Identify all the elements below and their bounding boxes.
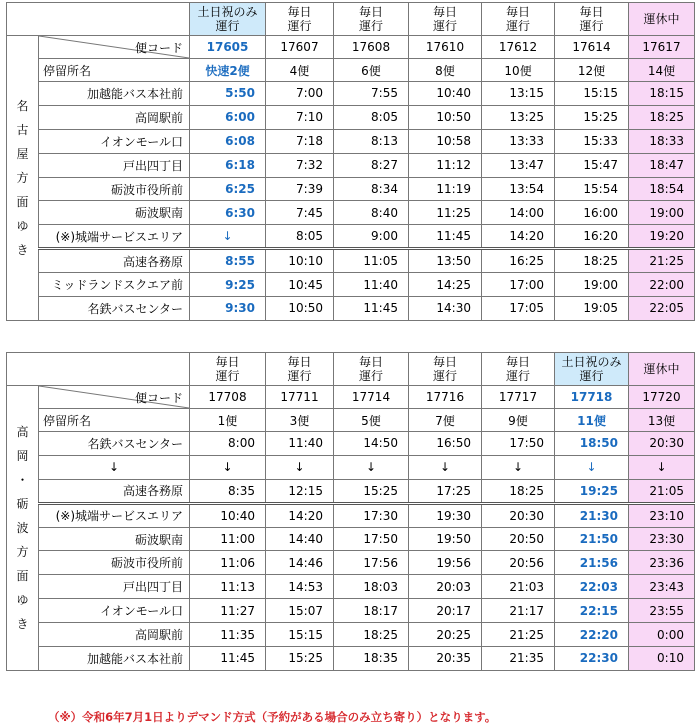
trip-number: 4便 bbox=[266, 59, 334, 82]
table-row bbox=[7, 273, 695, 297]
departure-time: 22:15 bbox=[555, 599, 629, 623]
departure-time: 9:25 bbox=[190, 273, 266, 297]
departure-time: 19:05 bbox=[555, 297, 629, 321]
table-row bbox=[7, 129, 695, 153]
trip-code: 17608 bbox=[334, 36, 409, 59]
departure-time: 22:20 bbox=[555, 623, 629, 647]
operation-day-header bbox=[482, 353, 555, 386]
direction-char: 波 bbox=[16, 520, 29, 535]
departure-time: 11:05 bbox=[334, 249, 409, 273]
departure-time: 19:50 bbox=[409, 527, 482, 551]
departure-time: 11:45 bbox=[409, 225, 482, 249]
departure-time: 8:40 bbox=[334, 201, 409, 225]
down-arrow-icon: ↓ bbox=[555, 455, 629, 479]
table-row bbox=[7, 527, 695, 551]
operation-day-text: 運休中 bbox=[643, 362, 680, 376]
down-arrow-icon: ↓ bbox=[334, 455, 409, 479]
header-row bbox=[7, 353, 695, 386]
departure-time: 17:25 bbox=[409, 479, 482, 503]
departure-time: 15:33 bbox=[555, 129, 629, 153]
departure-time: 11:40 bbox=[334, 273, 409, 297]
operation-day-text: 運行 bbox=[505, 369, 530, 383]
departure-time: 21:56 bbox=[555, 551, 629, 575]
departure-time: 20:30 bbox=[629, 432, 695, 456]
trip-code: 17605 bbox=[190, 36, 266, 59]
departure-time: 15:15 bbox=[266, 623, 334, 647]
departure-time: 18:25 bbox=[629, 105, 695, 129]
departure-time: 16:50 bbox=[409, 432, 482, 456]
departure-time: 7:18 bbox=[266, 129, 334, 153]
departure-time: 18:54 bbox=[629, 177, 695, 201]
trip-number: 11便 bbox=[555, 409, 629, 432]
trip-number: 快速2便 bbox=[190, 59, 266, 82]
departure-time: 18:33 bbox=[629, 129, 695, 153]
departure-time: 14:20 bbox=[266, 503, 334, 527]
header-row bbox=[7, 3, 695, 36]
departure-time: 10:40 bbox=[409, 82, 482, 106]
departure-time: 15:47 bbox=[555, 153, 629, 177]
operation-day-text: 運行 bbox=[287, 369, 312, 383]
departure-time: 8:55 bbox=[190, 249, 266, 273]
trip-code: 17612 bbox=[482, 36, 555, 59]
departure-time: 20:56 bbox=[482, 551, 555, 575]
operation-day-header bbox=[629, 3, 695, 36]
departure-time: 18:03 bbox=[334, 575, 409, 599]
departure-time: 13:47 bbox=[482, 153, 555, 177]
departure-time: 20:17 bbox=[409, 599, 482, 623]
departure-time: 18:25 bbox=[482, 479, 555, 503]
departure-time: 22:05 bbox=[629, 297, 695, 321]
departure-time: 8:13 bbox=[334, 129, 409, 153]
departure-time: 18:25 bbox=[334, 623, 409, 647]
table-row bbox=[7, 551, 695, 575]
operation-day-header bbox=[334, 353, 409, 386]
takaoka-timetable bbox=[6, 352, 695, 671]
table-row bbox=[7, 82, 695, 106]
trip-code: 17717 bbox=[482, 386, 555, 409]
down-arrow-icon: ↓ bbox=[39, 455, 190, 479]
departure-time: 15:25 bbox=[266, 647, 334, 671]
trip-number: 1便 bbox=[190, 409, 266, 432]
departure-time: 21:05 bbox=[629, 479, 695, 503]
departure-time: 20:25 bbox=[409, 623, 482, 647]
departure-time: 20:35 bbox=[409, 647, 482, 671]
trip-code: 17720 bbox=[629, 386, 695, 409]
stop-name: イオンモール口 bbox=[39, 599, 190, 623]
departure-time: 19:00 bbox=[555, 273, 629, 297]
direction-char: 方 bbox=[16, 170, 29, 185]
departure-time: 12:15 bbox=[266, 479, 334, 503]
trip-number: 8便 bbox=[409, 59, 482, 82]
departure-time: 20:50 bbox=[482, 527, 555, 551]
direction-char: ゆ bbox=[16, 592, 29, 607]
departure-time: 11:12 bbox=[409, 153, 482, 177]
departure-time: 11:00 bbox=[190, 527, 266, 551]
departure-time: 22:30 bbox=[555, 647, 629, 671]
departure-time: 20:03 bbox=[409, 575, 482, 599]
trip-number: 5便 bbox=[334, 409, 409, 432]
trip-number: 10便 bbox=[482, 59, 555, 82]
stop-name: 名鉄バスセンター bbox=[39, 297, 190, 321]
demand-notice: （※）令和6年7月1日よりデマンド方式（予約がある場合のみ立ち寄り）となります。 bbox=[48, 710, 497, 724]
departure-time: 21:50 bbox=[555, 527, 629, 551]
stop-name: ミッドランドスクエア前 bbox=[39, 273, 190, 297]
departure-time: 11:25 bbox=[409, 201, 482, 225]
direction-char: 高 bbox=[16, 424, 29, 439]
departure-time: 18:47 bbox=[629, 153, 695, 177]
trip-number: 12便 bbox=[555, 59, 629, 82]
direction-char: ・ bbox=[16, 472, 29, 487]
departure-time: 22:03 bbox=[555, 575, 629, 599]
departure-time: 8:00 bbox=[190, 432, 266, 456]
departure-time: 14:50 bbox=[334, 432, 409, 456]
departure-time: 9:00 bbox=[334, 225, 409, 249]
stop-name: 戸出四丁目 bbox=[39, 153, 190, 177]
departure-time: 13:25 bbox=[482, 105, 555, 129]
trip-code: 17607 bbox=[266, 36, 334, 59]
departure-time: 11:06 bbox=[190, 551, 266, 575]
departure-time: 17:50 bbox=[334, 527, 409, 551]
departure-time: 10:40 bbox=[190, 503, 266, 527]
stop-name: 高岡駅前 bbox=[39, 623, 190, 647]
departure-time: 16:25 bbox=[482, 249, 555, 273]
departure-time: 8:35 bbox=[190, 479, 266, 503]
departure-time: 22:00 bbox=[629, 273, 695, 297]
departure-time: 11:19 bbox=[409, 177, 482, 201]
direction-char: 砺 bbox=[16, 496, 29, 511]
operation-day-text: 運行 bbox=[358, 19, 383, 33]
stop-name: 砺波駅南 bbox=[39, 201, 190, 225]
departure-time: 20:30 bbox=[482, 503, 555, 527]
departure-time: 6:08 bbox=[190, 129, 266, 153]
departure-time: 8:27 bbox=[334, 153, 409, 177]
departure-time: 23:36 bbox=[629, 551, 695, 575]
code-row bbox=[7, 36, 695, 59]
stop-name: 戸出四丁目 bbox=[39, 575, 190, 599]
table-row bbox=[7, 455, 695, 479]
operation-day-text: 土日祝のみ bbox=[197, 5, 258, 19]
departure-time: 11:45 bbox=[334, 297, 409, 321]
trip-code: 17614 bbox=[555, 36, 629, 59]
trip-code: 17714 bbox=[334, 386, 409, 409]
operation-day-text: 運行 bbox=[432, 19, 457, 33]
operation-day-text: 運行 bbox=[215, 19, 240, 33]
departure-time: 21:30 bbox=[555, 503, 629, 527]
code-label: 便コード bbox=[134, 390, 183, 405]
table-row bbox=[7, 201, 695, 225]
nagoya-timetable bbox=[6, 2, 695, 321]
operation-day-text: 運行 bbox=[579, 19, 604, 33]
departure-time: 16:00 bbox=[555, 201, 629, 225]
operation-day-text: 毎日 bbox=[432, 355, 457, 369]
departure-time: 14:25 bbox=[409, 273, 482, 297]
trip-number: 13便 bbox=[629, 409, 695, 432]
departure-time: 21:03 bbox=[482, 575, 555, 599]
trip-code: 17610 bbox=[409, 36, 482, 59]
departure-time: 10:50 bbox=[266, 297, 334, 321]
departure-time: 18:50 bbox=[555, 432, 629, 456]
operation-day-header bbox=[555, 353, 629, 386]
departure-time: 11:13 bbox=[190, 575, 266, 599]
table-row bbox=[7, 249, 695, 273]
stop-name: (※)城端サービスエリア bbox=[39, 503, 190, 527]
down-arrow-icon: ↓ bbox=[190, 455, 266, 479]
departure-time: 11:40 bbox=[266, 432, 334, 456]
code-label: 便コード bbox=[134, 40, 183, 55]
departure-time: 15:07 bbox=[266, 599, 334, 623]
departure-time: 6:18 bbox=[190, 153, 266, 177]
down-arrow-icon: ↓ bbox=[629, 455, 695, 479]
stop-name: 砺波駅南 bbox=[39, 527, 190, 551]
departure-time: 19:30 bbox=[409, 503, 482, 527]
departure-time: 18:15 bbox=[629, 82, 695, 106]
departure-time: 7:00 bbox=[266, 82, 334, 106]
departure-time: 8:05 bbox=[334, 105, 409, 129]
table-row bbox=[7, 432, 695, 456]
departure-time: 15:54 bbox=[555, 177, 629, 201]
stop-label: 停留所名 bbox=[39, 409, 190, 432]
departure-time: 23:43 bbox=[629, 575, 695, 599]
table-row bbox=[7, 177, 695, 201]
table-row bbox=[7, 599, 695, 623]
operation-day-text: 毎日 bbox=[287, 5, 312, 19]
operation-day-text: 毎日 bbox=[287, 355, 312, 369]
operation-day-text: 運行 bbox=[579, 369, 604, 383]
departure-time: 7:45 bbox=[266, 201, 334, 225]
operation-day-text: 毎日 bbox=[579, 5, 604, 19]
trip-code: 17716 bbox=[409, 386, 482, 409]
departure-time: 18:35 bbox=[334, 647, 409, 671]
operation-day-text: 運行 bbox=[287, 19, 312, 33]
operation-day-text: 運行 bbox=[505, 19, 530, 33]
stop-name: 砺波市役所前 bbox=[39, 551, 190, 575]
direction-char: 岡 bbox=[16, 448, 29, 463]
departure-time: 7:55 bbox=[334, 82, 409, 106]
operation-day-header bbox=[629, 353, 695, 386]
departure-time: 10:45 bbox=[266, 273, 334, 297]
stop-name: (※)城端サービスエリア bbox=[39, 225, 190, 249]
departure-time: 7:39 bbox=[266, 177, 334, 201]
corner-cell bbox=[7, 353, 190, 386]
stop-name: 加越能バス本社前 bbox=[39, 82, 190, 106]
operation-day-text: 毎日 bbox=[215, 355, 240, 369]
code-row bbox=[7, 386, 695, 409]
departure-time: 6:25 bbox=[190, 177, 266, 201]
trip-code: 17708 bbox=[190, 386, 266, 409]
departure-time: 14:53 bbox=[266, 575, 334, 599]
table-row bbox=[7, 297, 695, 321]
departure-time: 15:15 bbox=[555, 82, 629, 106]
departure-time: 14:30 bbox=[409, 297, 482, 321]
departure-time: 23:10 bbox=[629, 503, 695, 527]
trip-number: 3便 bbox=[266, 409, 334, 432]
table-row bbox=[7, 105, 695, 129]
down-arrow-icon: ↓ bbox=[482, 455, 555, 479]
departure-time: 19:00 bbox=[629, 201, 695, 225]
stop-label: 停留所名 bbox=[39, 59, 190, 82]
operation-day-text: 毎日 bbox=[505, 355, 530, 369]
departure-time: 17:50 bbox=[482, 432, 555, 456]
departure-time: 15:25 bbox=[334, 479, 409, 503]
departure-time: 14:20 bbox=[482, 225, 555, 249]
departure-time: 16:20 bbox=[555, 225, 629, 249]
departure-time: 21:25 bbox=[629, 249, 695, 273]
operation-day-header bbox=[266, 3, 334, 36]
operation-day-text: 毎日 bbox=[505, 5, 530, 19]
down-arrow-icon: ↓ bbox=[266, 455, 334, 479]
direction-char: き bbox=[16, 242, 29, 257]
departure-time: 21:35 bbox=[482, 647, 555, 671]
departure-time: 19:56 bbox=[409, 551, 482, 575]
operation-day-text: 毎日 bbox=[432, 5, 457, 19]
direction-char: 面 bbox=[16, 568, 29, 583]
stop-name: 名鉄バスセンター bbox=[39, 432, 190, 456]
departure-time: 23:55 bbox=[629, 599, 695, 623]
departure-time: 0:00 bbox=[629, 623, 695, 647]
stop-name: 高速各務原 bbox=[39, 479, 190, 503]
departure-time: 13:50 bbox=[409, 249, 482, 273]
trip-number: 6便 bbox=[334, 59, 409, 82]
corner-cell bbox=[7, 3, 190, 36]
departure-time: 11:45 bbox=[190, 647, 266, 671]
departure-time: 8:05 bbox=[266, 225, 334, 249]
departure-time: 8:34 bbox=[334, 177, 409, 201]
operation-day-header bbox=[266, 353, 334, 386]
direction-char: 古 bbox=[16, 122, 29, 137]
operation-day-text: 運行 bbox=[215, 369, 240, 383]
trip-number-row bbox=[7, 59, 695, 82]
operation-day-text: 運行 bbox=[432, 369, 457, 383]
operation-day-text: 運休中 bbox=[643, 12, 680, 26]
departure-time: 10:10 bbox=[266, 249, 334, 273]
operation-day-header bbox=[190, 3, 266, 36]
direction-char: 名 bbox=[16, 98, 29, 113]
departure-time: 7:32 bbox=[266, 153, 334, 177]
operation-day-text: 土日祝のみ bbox=[561, 355, 622, 369]
table-row bbox=[7, 647, 695, 671]
departure-time: 17:00 bbox=[482, 273, 555, 297]
departure-time: 5:50 bbox=[190, 82, 266, 106]
operation-day-text: 毎日 bbox=[358, 5, 383, 19]
stop-name: イオンモール口 bbox=[39, 129, 190, 153]
trip-number: 7便 bbox=[409, 409, 482, 432]
departure-time: 6:00 bbox=[190, 105, 266, 129]
departure-time: 14:00 bbox=[482, 201, 555, 225]
code-label-cell bbox=[39, 36, 190, 59]
table-row bbox=[7, 503, 695, 527]
direction-char: 方 bbox=[16, 544, 29, 559]
direction-char: き bbox=[16, 616, 29, 631]
departure-time: 19:20 bbox=[629, 225, 695, 249]
operation-day-header bbox=[555, 3, 629, 36]
departure-time: 21:25 bbox=[482, 623, 555, 647]
down-arrow-icon: ↓ bbox=[190, 225, 266, 249]
departure-time: 7:10 bbox=[266, 105, 334, 129]
direction-char: ゆ bbox=[16, 218, 29, 233]
trip-code: 17617 bbox=[629, 36, 695, 59]
departure-time: 17:05 bbox=[482, 297, 555, 321]
departure-time: 10:58 bbox=[409, 129, 482, 153]
table-row bbox=[7, 153, 695, 177]
trip-code: 17711 bbox=[266, 386, 334, 409]
departure-time: 18:17 bbox=[334, 599, 409, 623]
departure-time: 17:56 bbox=[334, 551, 409, 575]
trip-code: 17718 bbox=[555, 386, 629, 409]
departure-time: 13:54 bbox=[482, 177, 555, 201]
departure-time: 14:46 bbox=[266, 551, 334, 575]
departure-time: 18:25 bbox=[555, 249, 629, 273]
trip-number: 9便 bbox=[482, 409, 555, 432]
departure-time: 9:30 bbox=[190, 297, 266, 321]
departure-time: 15:25 bbox=[555, 105, 629, 129]
trip-number: 14便 bbox=[629, 59, 695, 82]
table-row bbox=[7, 575, 695, 599]
departure-time: 23:30 bbox=[629, 527, 695, 551]
stop-name: 高速各務原 bbox=[39, 249, 190, 273]
departure-time: 13:33 bbox=[482, 129, 555, 153]
table-row bbox=[7, 479, 695, 503]
departure-time: 14:40 bbox=[266, 527, 334, 551]
departure-time: 13:15 bbox=[482, 82, 555, 106]
operation-day-header bbox=[409, 353, 482, 386]
down-arrow-icon: ↓ bbox=[409, 455, 482, 479]
operation-day-text: 運行 bbox=[358, 369, 383, 383]
trip-number-row bbox=[7, 409, 695, 432]
stop-name: 砺波市役所前 bbox=[39, 177, 190, 201]
table-row bbox=[7, 225, 695, 249]
operation-day-header bbox=[409, 3, 482, 36]
departure-time: 10:50 bbox=[409, 105, 482, 129]
departure-time: 19:25 bbox=[555, 479, 629, 503]
operation-day-header bbox=[482, 3, 555, 36]
departure-time: 11:35 bbox=[190, 623, 266, 647]
departure-time: 11:27 bbox=[190, 599, 266, 623]
direction-label bbox=[7, 36, 39, 321]
operation-day-text: 毎日 bbox=[358, 355, 383, 369]
operation-day-header bbox=[190, 353, 266, 386]
operation-day-header bbox=[334, 3, 409, 36]
stop-name: 高岡駅前 bbox=[39, 105, 190, 129]
departure-time: 17:30 bbox=[334, 503, 409, 527]
direction-label bbox=[7, 386, 39, 671]
departure-time: 21:17 bbox=[482, 599, 555, 623]
departure-time: 6:30 bbox=[190, 201, 266, 225]
table-row bbox=[7, 623, 695, 647]
stop-name: 加越能バス本社前 bbox=[39, 647, 190, 671]
direction-char: 面 bbox=[16, 194, 29, 209]
direction-char: 屋 bbox=[16, 146, 29, 161]
code-label-cell bbox=[39, 386, 190, 409]
departure-time: 0:10 bbox=[629, 647, 695, 671]
